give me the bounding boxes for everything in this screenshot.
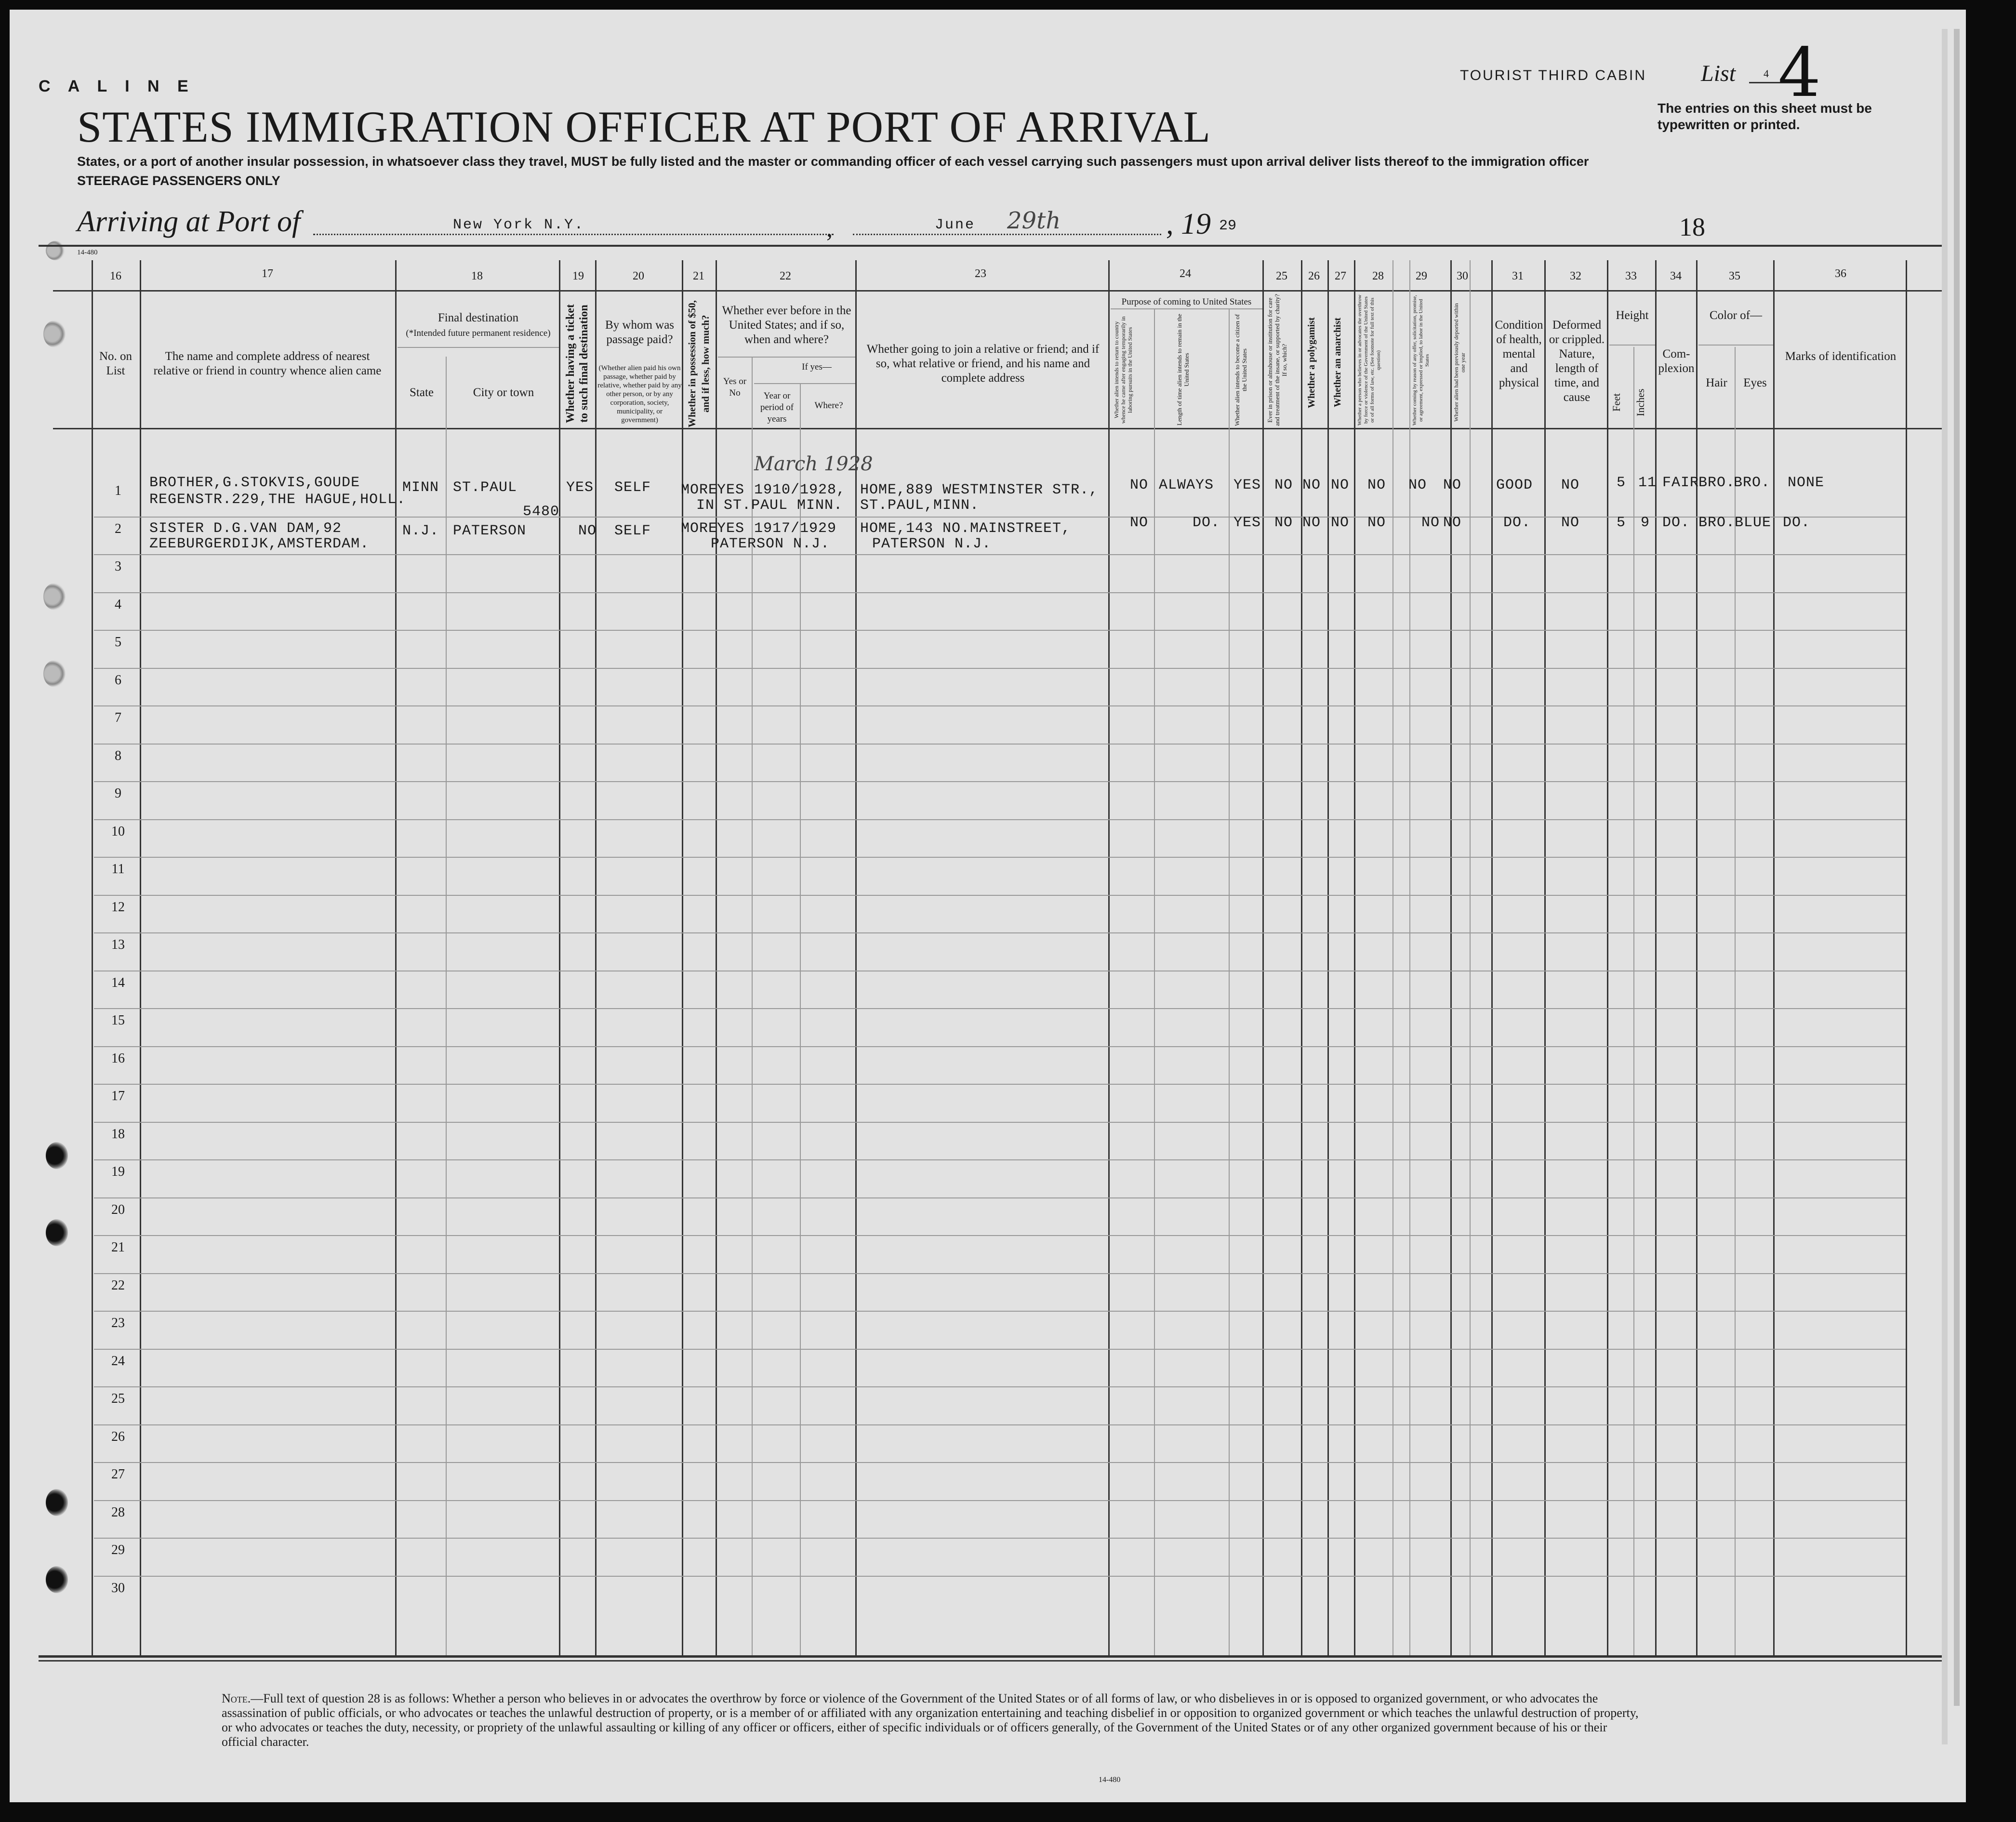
row-number: 2 bbox=[115, 521, 121, 536]
header-yes-or-no: Yes or No bbox=[723, 376, 747, 398]
col-number-23: 23 bbox=[975, 267, 986, 280]
footnote-label: Note. bbox=[222, 1691, 251, 1705]
join-line1: HOME,143 NO.MAINSTREET, bbox=[860, 520, 1071, 537]
row-rule bbox=[94, 744, 1906, 745]
header-before-in-us: Whether ever before in the United States; and if so, when and where? bbox=[722, 304, 851, 346]
length-value: DO. bbox=[1193, 515, 1220, 531]
col-line bbox=[1696, 260, 1698, 1655]
sub-rule bbox=[1698, 345, 1773, 346]
header-rule bbox=[39, 245, 1942, 247]
col-line bbox=[1773, 260, 1775, 1655]
return-value: NO bbox=[1130, 477, 1149, 493]
row-rule bbox=[94, 1538, 1906, 1539]
row-number: 28 bbox=[111, 1504, 125, 1520]
punch-hole bbox=[43, 320, 66, 347]
arriving-label: Arriving at Port of bbox=[77, 205, 301, 238]
col-line bbox=[1450, 260, 1452, 1655]
row-number: 17 bbox=[111, 1089, 125, 1104]
header-purpose: Purpose of coming to United States bbox=[1121, 297, 1252, 307]
row-number: 8 bbox=[115, 748, 121, 763]
col-line bbox=[1354, 260, 1355, 1655]
col-line bbox=[395, 260, 397, 1655]
header-col25: Ever in prison or almshouse or institution for care and treatment of the insane, or supported by charity? If so, which? bbox=[1266, 294, 1288, 426]
header-city: City or town bbox=[473, 386, 534, 399]
row-number: 20 bbox=[111, 1202, 125, 1217]
col-number-24: 24 bbox=[1180, 267, 1191, 280]
where-value: PATERSON N.J. bbox=[711, 536, 830, 552]
form-number-top: 14-480 bbox=[77, 249, 98, 256]
col-line bbox=[682, 260, 683, 1655]
health-value: GOOD bbox=[1496, 477, 1533, 493]
header-col29: Whether coming by reason of any offer, solicitation, promise, or agreement, expressed or implied, to labor in the United States bbox=[1412, 295, 1430, 426]
row-rule bbox=[94, 781, 1906, 782]
row-rule bbox=[94, 932, 1906, 933]
footnote bbox=[222, 1691, 1643, 1749]
col-number-32: 32 bbox=[1570, 270, 1581, 282]
row-number: 12 bbox=[111, 899, 125, 915]
row-rule bbox=[94, 857, 1906, 858]
eyes-value: BLUE bbox=[1735, 515, 1772, 531]
header-height: Height bbox=[1616, 309, 1649, 322]
punch-hole bbox=[46, 1142, 68, 1169]
c30-value: NO bbox=[1443, 515, 1462, 531]
row-rule bbox=[94, 668, 1906, 669]
sub-rule bbox=[718, 357, 855, 358]
page-title: STATES IMMIGRATION OFFICER AT PORT OF ARRIVAL bbox=[77, 102, 1211, 151]
table-bottom-rule-2 bbox=[39, 1660, 1942, 1662]
col-number-27: 27 bbox=[1335, 270, 1346, 282]
col-line bbox=[1607, 260, 1608, 1655]
punch-hole bbox=[46, 241, 65, 260]
sub-rule bbox=[1609, 345, 1655, 346]
row-rule bbox=[94, 1008, 1906, 1009]
header-marks: Marks of identification bbox=[1785, 350, 1897, 363]
row-number: 25 bbox=[111, 1391, 125, 1406]
row-rule bbox=[94, 1576, 1906, 1577]
punch-hole bbox=[46, 1566, 68, 1593]
col-number-28: 28 bbox=[1372, 270, 1384, 282]
row-rule bbox=[94, 1311, 1906, 1312]
join-line2: ST.PAUL,MINN. bbox=[860, 497, 980, 514]
header-possession: Whether in possession of $50, and if less, how much? bbox=[686, 300, 711, 427]
month-value: June bbox=[935, 217, 976, 233]
row-number: 10 bbox=[111, 824, 125, 839]
return-value: NO bbox=[1130, 515, 1149, 531]
list-label: List bbox=[1701, 61, 1736, 86]
feet-value: 5 bbox=[1617, 515, 1626, 531]
header-by-whom-note: (Whether alien paid his own passage, whether paid by relative, whether paid by any other person, or by any corporation, society, municipality, or government) bbox=[597, 364, 682, 424]
port-line bbox=[313, 234, 834, 235]
sub-rule bbox=[754, 383, 855, 384]
row-number: 26 bbox=[111, 1429, 125, 1444]
header-anarchist: Whether an anarchist bbox=[1332, 318, 1343, 408]
punch-hole bbox=[43, 660, 66, 687]
manifest-sheet bbox=[10, 10, 1966, 1802]
punch-hole bbox=[46, 1489, 68, 1516]
year-comma: , bbox=[1166, 208, 1181, 240]
row-number: 4 bbox=[115, 597, 121, 612]
join-line2: PATERSON N.J. bbox=[872, 536, 992, 552]
where-value: IN ST.PAUL MINN. bbox=[696, 497, 843, 514]
row-number: 18 bbox=[111, 1126, 125, 1142]
header-purpose-length: Length of time alien intends to remain in the United States bbox=[1176, 314, 1190, 426]
sub-rule bbox=[1111, 308, 1262, 309]
header-final-destination: Final destination bbox=[438, 311, 519, 324]
cabin-class: TOURIST THIRD CABIN bbox=[1460, 67, 1647, 83]
header-fragment: C A L I N E bbox=[39, 77, 195, 95]
col-number-22: 22 bbox=[780, 270, 791, 282]
col-line bbox=[1906, 260, 1907, 1655]
money-value: MORE bbox=[681, 482, 718, 498]
header-purpose-return: Whether alien intends to return to country whence he came after engaging temporarily in laboring pursuits in the United States bbox=[1113, 316, 1133, 424]
relative-line2: ZEEBURGERDIJK,AMSTERDAM. bbox=[149, 536, 370, 552]
ticket-value: YES bbox=[566, 479, 594, 496]
row-number: 13 bbox=[111, 937, 125, 952]
col-line bbox=[92, 260, 93, 1655]
years-value: 1910/1928, bbox=[754, 482, 846, 498]
col-number-29: 29 bbox=[1416, 270, 1427, 282]
col-number-25: 25 bbox=[1276, 270, 1287, 282]
col-number-30: 30 bbox=[1457, 270, 1468, 282]
col-number-31: 31 bbox=[1512, 270, 1524, 282]
row-number: 1 bbox=[115, 483, 121, 498]
header-polygamist: Whether a polygamist bbox=[1306, 317, 1317, 408]
col-number-33: 33 bbox=[1625, 270, 1637, 282]
c25-value: NO bbox=[1274, 515, 1293, 531]
header-year-period: Year or period of years bbox=[760, 391, 794, 424]
header-complexion: Com- plexion bbox=[1658, 347, 1695, 375]
col-number-35: 35 bbox=[1729, 270, 1740, 282]
c28-value: NO bbox=[1367, 515, 1386, 531]
relative-line1: BROTHER,G.STOKVIS,GOUDE bbox=[149, 475, 360, 491]
col-line bbox=[1735, 347, 1736, 1655]
page-edge bbox=[1942, 29, 1948, 1744]
year-prefix bbox=[1166, 207, 1211, 241]
header-col30: Whether alien had been previously deported within one year bbox=[1453, 303, 1466, 422]
header-hair: Hair bbox=[1706, 376, 1727, 389]
colnum-rule bbox=[53, 290, 1942, 292]
header-deformed: Deformed or crippled. Nature, length of time, and cause bbox=[1549, 319, 1605, 404]
typewritten-instructions: The entries on this sheet must be typewritten or printed. bbox=[1658, 101, 1872, 132]
row-number: 24 bbox=[111, 1353, 125, 1369]
col-number-34: 34 bbox=[1670, 270, 1682, 282]
before-value: YES bbox=[717, 482, 745, 498]
row-rule bbox=[94, 1386, 1906, 1387]
header-bottom-rule bbox=[53, 428, 1942, 429]
row-rule bbox=[94, 554, 1906, 555]
col-line bbox=[1470, 260, 1471, 1655]
header-col28: Whether a person who believes in or advocates the overthrow by force or violence of the Government of the United States or of all forms of law, etc. (See footnote for full text of this question) bbox=[1357, 294, 1381, 426]
row-rule bbox=[94, 630, 1906, 631]
col-number-26: 26 bbox=[1308, 270, 1320, 282]
header-no-on-list: No. on List bbox=[99, 350, 133, 377]
header-if-yes: If yes— bbox=[802, 362, 832, 372]
col-line bbox=[1154, 308, 1155, 1655]
c27-value: NO bbox=[1331, 477, 1350, 493]
col-number-17: 17 bbox=[262, 267, 273, 280]
row-rule bbox=[94, 1349, 1906, 1350]
col-number-18: 18 bbox=[471, 270, 483, 282]
footnote-text: —Full text of question 28 is as follows: Whether a person who believes in or advocates the overthrow by force or violence of the Government of the United States or of all forms of law, or who disbelieves in or is opposed to organized government, or who advocates the assassination of public officials, or who advocates or teaches the unlawful destruction of property, or is a member of or affiliated with any organization entertaining and teaching disbelief in or opposition to organized government or which teaches the unlawful destruction of property, or who advocates or teaches the duty, necessity, or propriety of the unlawful assaulting or killing of any officer or officers, either of specific individuals or of officers generally, of the Government of the United States or of any other organized government because of his or their official character. bbox=[222, 1691, 1639, 1749]
header-state: State bbox=[410, 386, 434, 399]
col-line bbox=[716, 260, 717, 1655]
year-prefix-text: 19 bbox=[1181, 208, 1211, 240]
col-line bbox=[1544, 260, 1546, 1655]
c26-value: NO bbox=[1302, 515, 1321, 531]
col-line bbox=[559, 260, 560, 1655]
header-health: Condition of health, mental and physical bbox=[1495, 319, 1543, 389]
table-bottom-rule bbox=[39, 1655, 1942, 1658]
row-rule bbox=[94, 705, 1906, 706]
header-color-of: Color of— bbox=[1709, 309, 1763, 322]
row-number: 22 bbox=[111, 1277, 125, 1293]
comma: , bbox=[826, 215, 833, 242]
citizen-value: YES bbox=[1233, 515, 1261, 531]
complexion-value: FAIR bbox=[1662, 475, 1699, 491]
col-number-19: 19 bbox=[572, 270, 584, 282]
col-line bbox=[1491, 260, 1493, 1655]
deformed-value: NO bbox=[1561, 477, 1580, 493]
row-number: 15 bbox=[111, 1013, 125, 1028]
header-by-whom: By whom was passage paid? bbox=[605, 319, 675, 346]
header-nearest-relative: The name and complete address of nearest relative or friend in country whence alien came bbox=[153, 350, 382, 377]
col-line bbox=[800, 383, 801, 1655]
row-number: 7 bbox=[115, 710, 121, 725]
deformed-value: NO bbox=[1561, 515, 1580, 531]
row-number: 19 bbox=[111, 1164, 125, 1179]
steerage-note: STEERAGE PASSENGERS ONLY bbox=[77, 173, 280, 188]
day-handwritten: 29th bbox=[1007, 207, 1061, 234]
list-number-handwritten: 4 bbox=[1778, 34, 1821, 112]
col-line bbox=[140, 260, 141, 1655]
col-number-20: 20 bbox=[633, 270, 644, 282]
header-inches: Inches bbox=[1634, 388, 1646, 416]
c29-value: NO bbox=[1421, 515, 1440, 531]
city-value: PATERSON bbox=[453, 523, 527, 539]
money-value: MORE bbox=[681, 520, 718, 537]
hair-value: BRO. bbox=[1698, 515, 1736, 531]
row-rule bbox=[94, 1462, 1906, 1463]
c29-value: NO bbox=[1408, 477, 1427, 493]
row-rule bbox=[94, 1235, 1906, 1236]
length-value: ALWAYS bbox=[1159, 477, 1214, 493]
row-number: 21 bbox=[111, 1240, 125, 1255]
col-line bbox=[595, 260, 597, 1655]
before-value: YES bbox=[717, 520, 745, 537]
col-number-16: 16 bbox=[110, 270, 121, 282]
col-number-36: 36 bbox=[1835, 267, 1846, 280]
page-edge bbox=[1954, 29, 1960, 1706]
paid-by-value: SELF bbox=[614, 523, 651, 539]
row-number: 16 bbox=[111, 1051, 125, 1066]
header-final-destination-note: (*Intended future permanent residence) bbox=[406, 328, 551, 338]
col-number-21: 21 bbox=[693, 270, 704, 282]
row-rule bbox=[94, 1500, 1906, 1501]
join-line1: HOME,889 WESTMINSTER STR., bbox=[860, 482, 1099, 498]
col-line bbox=[1262, 260, 1264, 1655]
col-line bbox=[1229, 308, 1230, 1655]
city-value: ST.PAUL bbox=[453, 479, 517, 496]
feet-value: 5 bbox=[1617, 475, 1626, 491]
header-joining: Whether going to join a relative or friend; and if so, what relative or friend, and his name and complete address bbox=[866, 343, 1100, 385]
c28-value: NO bbox=[1367, 477, 1386, 493]
hair-value: BRO. bbox=[1698, 475, 1736, 491]
row-rule bbox=[94, 1424, 1906, 1425]
year-suffix: 29 bbox=[1219, 218, 1237, 234]
header-purpose-citizen: Whether alien intends to become a citizen of the United States bbox=[1233, 314, 1248, 426]
relative-line2: REGENSTR.229,THE HAGUE,HOLL. bbox=[149, 492, 406, 508]
row-number: 9 bbox=[115, 786, 121, 801]
years-value: 1917/1929 bbox=[754, 520, 837, 537]
col-line bbox=[446, 357, 447, 1655]
row-number: 14 bbox=[111, 975, 125, 990]
citizen-value: YES bbox=[1233, 477, 1261, 493]
row-rule bbox=[94, 819, 1906, 820]
header-feet: Feet bbox=[1610, 393, 1622, 412]
health-value: DO. bbox=[1503, 515, 1531, 531]
row-number: 30 bbox=[111, 1580, 125, 1596]
header-where: Where? bbox=[814, 400, 843, 411]
c27-value: NO bbox=[1331, 515, 1350, 531]
row-number: 3 bbox=[115, 559, 121, 574]
header-eyes: Eyes bbox=[1743, 376, 1767, 389]
paid-by-value: SELF bbox=[614, 479, 651, 496]
punch-hole bbox=[46, 1219, 68, 1246]
col-line bbox=[1655, 260, 1657, 1655]
col-line bbox=[1409, 260, 1410, 1655]
c30-value: NO bbox=[1443, 477, 1462, 493]
extra-number: 5480 bbox=[523, 504, 560, 520]
eyes-value: BRO. bbox=[1734, 475, 1771, 491]
state-value: N.J. bbox=[402, 523, 439, 539]
relative-line1: SISTER D.G.VAN DAM,92 bbox=[149, 520, 342, 537]
row-rule bbox=[94, 517, 1906, 518]
row-number: 11 bbox=[111, 862, 125, 877]
row-rule bbox=[94, 1159, 1906, 1160]
punch-hole bbox=[43, 583, 66, 610]
page-year-right: 18 bbox=[1679, 213, 1705, 241]
row-number: 6 bbox=[115, 672, 121, 688]
marks-value: NONE bbox=[1788, 475, 1825, 491]
c26-value: NO bbox=[1302, 477, 1321, 493]
row-rule bbox=[94, 1084, 1906, 1085]
inches-value: 9 bbox=[1641, 515, 1650, 531]
port-value: New York N.Y. bbox=[453, 217, 585, 233]
notice-line: States, or a port of another insular possession, in whatsoever class they travel, MUST be fully listed and the master or commanding officer of each vessel carrying such passengers must upon arrival deliver lists thereof to the immigration officer bbox=[77, 154, 1589, 169]
marks-value: DO. bbox=[1783, 515, 1811, 531]
col-line bbox=[1301, 260, 1302, 1655]
col-line bbox=[1327, 260, 1329, 1655]
inches-value: 11 bbox=[1638, 475, 1657, 491]
form-number-bottom: 14-480 bbox=[1099, 1776, 1121, 1784]
col-line bbox=[1633, 347, 1634, 1655]
sub-rule bbox=[398, 347, 559, 348]
complexion-value: DO. bbox=[1662, 515, 1690, 531]
row-rule bbox=[94, 895, 1906, 896]
col-line bbox=[1108, 260, 1110, 1655]
row-number: 27 bbox=[111, 1467, 125, 1482]
header-ticket: Whether having a ticket to such final destination bbox=[564, 304, 590, 424]
row-rule bbox=[94, 1197, 1906, 1198]
row-rule bbox=[94, 1122, 1906, 1123]
row-rule bbox=[94, 1046, 1906, 1047]
row-number: 5 bbox=[115, 635, 121, 650]
handwritten-note: March 1928 bbox=[754, 453, 873, 475]
row-number: 23 bbox=[111, 1316, 125, 1330]
ticket-value: NO bbox=[578, 523, 597, 539]
c25-value: NO bbox=[1274, 477, 1293, 493]
row-rule bbox=[94, 1273, 1906, 1274]
state-value: MINN bbox=[402, 479, 439, 496]
row-number: 29 bbox=[111, 1543, 125, 1557]
list-small-number: 4 bbox=[1764, 67, 1769, 80]
row-rule bbox=[94, 592, 1906, 593]
